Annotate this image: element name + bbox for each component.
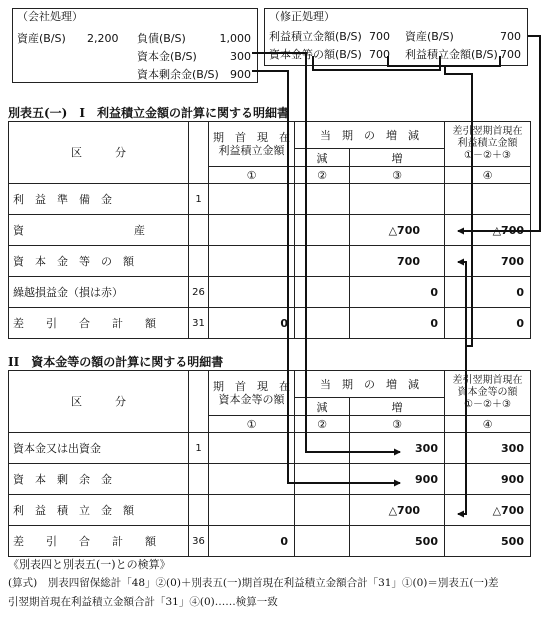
s1-decrease-header: 減 <box>295 149 350 167</box>
section1-title: 別表五(一) I 利益積立金額の計算に関する明細書 <box>8 106 289 120</box>
s1-col1-header: 期 首 現 在 利益積立金額 <box>209 122 295 167</box>
s2-decrease-number: ② <box>295 416 350 433</box>
cell-col4: 0 <box>445 308 531 339</box>
s1-increase-number: ③ <box>350 167 445 184</box>
company-liability-label: 負債(B/S) <box>137 32 186 45</box>
row-line-number <box>189 215 209 246</box>
correction-processing-box <box>264 8 528 66</box>
footer-formula-line2: 引翌期首現在利益積立金額合計「31」④(0)……検算一致 <box>8 596 278 608</box>
row-line-number <box>189 246 209 277</box>
row-label: 差 引 合 計 額 <box>9 526 189 557</box>
row-label: 資本金又は出資金 <box>9 433 189 464</box>
correction-asset-label: 資産(B/S) <box>405 30 454 43</box>
s2-col1-number: ① <box>209 416 295 433</box>
company-surplus-label: 資本剰余金(B/S) <box>137 68 219 81</box>
s1-category-header: 区 分 <box>9 122 189 184</box>
correction-asset-value: 700 <box>500 30 521 43</box>
s1-change-header: 当 期 の 増 減 <box>295 122 445 149</box>
s2-col4-number: ④ <box>445 416 531 433</box>
cell-decrease <box>295 495 350 526</box>
company-surplus-value: 900 <box>230 68 251 81</box>
table-row <box>9 277 531 308</box>
company-liability-value: 1,000 <box>219 32 251 45</box>
cell-increase: 700 <box>350 246 445 277</box>
cell-decrease <box>295 246 350 277</box>
cell-increase: 0 <box>350 277 445 308</box>
cell-decrease <box>295 464 350 495</box>
cell-decrease <box>295 526 350 557</box>
s1-col4-header: 差引翌期首現在 利益積立金額 ①－②＋③ <box>445 122 531 167</box>
cell-col1: 0 <box>209 308 295 339</box>
correction-capital-value: 700 <box>369 48 390 61</box>
cell-increase: 900 <box>350 464 445 495</box>
company-asset-label: 資産(B/S) <box>17 32 66 45</box>
cell-decrease <box>295 215 350 246</box>
s1-increase-header: 増 <box>350 149 445 167</box>
table-row <box>9 495 531 526</box>
row-label: 資 本 剰 余 金 <box>9 464 189 495</box>
row-label: 資 本 金 等 の 額 <box>9 246 189 277</box>
section2-table <box>8 370 531 557</box>
cell-col4: △700 <box>445 215 531 246</box>
footer-heading: 《別表四と別表五(一)との検算》 <box>8 558 171 571</box>
company-capital-label: 資本金(B/S) <box>137 50 197 63</box>
s2-line-header <box>189 371 209 433</box>
row-line-number: 26 <box>189 277 209 308</box>
s1-decrease-number: ② <box>295 167 350 184</box>
s1-col1-number: ① <box>209 167 295 184</box>
table-row <box>9 308 531 339</box>
table-row <box>9 246 531 277</box>
row-label: 差 引 合 計 額 <box>9 308 189 339</box>
row-label: 利 益 準 備 金 <box>9 184 189 215</box>
company-asset-value: 2,200 <box>87 32 119 45</box>
s1-line-header <box>189 122 209 184</box>
cell-increase: 500 <box>350 526 445 557</box>
table-row <box>9 184 531 215</box>
s2-decrease-header: 減 <box>295 398 350 416</box>
correction-capital-label: 資本金等の額(B/S) <box>269 48 362 61</box>
cell-col4: △700 <box>445 495 531 526</box>
cell-col4: 900 <box>445 464 531 495</box>
correction-box-title: （修正処理） <box>269 10 335 23</box>
table-row <box>9 215 531 246</box>
cell-col1 <box>209 433 295 464</box>
cell-decrease <box>295 184 350 215</box>
table-row <box>9 526 531 557</box>
cell-col4: 700 <box>445 246 531 277</box>
cell-col1 <box>209 277 295 308</box>
s1-col4-number: ④ <box>445 167 531 184</box>
cell-col1 <box>209 184 295 215</box>
cell-col1: 0 <box>209 526 295 557</box>
row-label: 繰越損益金（損は赤） <box>9 277 189 308</box>
table-row <box>9 433 531 464</box>
correction-retained2-label: 利益積立金額(B/S) <box>405 48 498 61</box>
cell-col4: 300 <box>445 433 531 464</box>
cell-col1 <box>209 495 295 526</box>
cell-col1 <box>209 464 295 495</box>
row-line-number: 36 <box>189 526 209 557</box>
cell-increase: 300 <box>350 433 445 464</box>
s2-col4-header: 差引翌期首現在 資本金等の額 ①－②＋③ <box>445 371 531 416</box>
cell-increase: △700 <box>350 495 445 526</box>
row-line-number: 31 <box>189 308 209 339</box>
row-label: 資 産 <box>9 215 189 246</box>
footer-formula-line1: (算式) 別表四留保総計「48」②(0)＋別表五(一)期首現在利益積立金額合計「31」①(0)＝別表五(一)差 <box>8 577 499 589</box>
cell-increase: 0 <box>350 308 445 339</box>
cell-col4 <box>445 184 531 215</box>
table-row <box>9 464 531 495</box>
correction-retained-value: 700 <box>369 30 390 43</box>
cell-col4: 500 <box>445 526 531 557</box>
row-line-number: 1 <box>189 433 209 464</box>
cell-decrease <box>295 308 350 339</box>
s2-category-header: 区 分 <box>9 371 189 433</box>
cell-decrease <box>295 277 350 308</box>
cell-increase <box>350 184 445 215</box>
company-box-title: （会社処理） <box>17 10 83 23</box>
cell-col4: 0 <box>445 277 531 308</box>
row-line-number: 1 <box>189 184 209 215</box>
company-processing-box <box>12 8 258 83</box>
s2-increase-header: 増 <box>350 398 445 416</box>
cell-increase: △700 <box>350 215 445 246</box>
row-line-number <box>189 495 209 526</box>
s2-change-header: 当 期 の 増 減 <box>295 371 445 398</box>
row-label: 利 益 積 立 金 額 <box>9 495 189 526</box>
section1-table <box>8 121 531 339</box>
correction-retained2-value: 700 <box>500 48 521 61</box>
correction-retained-label: 利益積立金額(B/S) <box>269 30 362 43</box>
s2-col1-header: 期 首 現 在 資本金等の額 <box>209 371 295 416</box>
s2-increase-number: ③ <box>350 416 445 433</box>
section2-title: II 資本金等の額の計算に関する明細書 <box>8 355 224 369</box>
cell-col1 <box>209 215 295 246</box>
cell-col1 <box>209 246 295 277</box>
cell-decrease <box>295 433 350 464</box>
company-capital-value: 300 <box>230 50 251 63</box>
row-line-number <box>189 464 209 495</box>
